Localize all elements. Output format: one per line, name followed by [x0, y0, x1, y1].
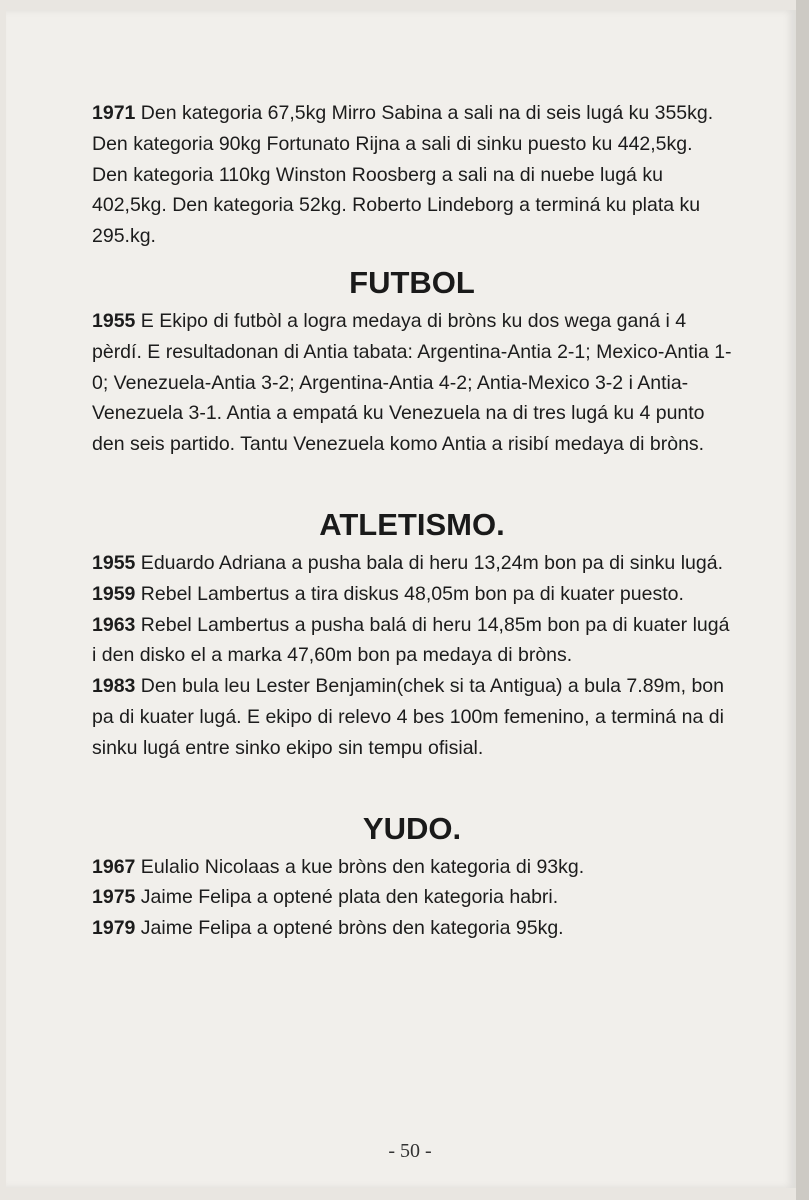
- page-number: - 50 -: [388, 1140, 432, 1162]
- entry-year: 1959: [92, 582, 136, 605]
- heading-yudo: YUDO.: [362, 810, 462, 846]
- entry-year: 1955: [92, 309, 136, 332]
- entry-text: Den bula leu Lester Benjamin(chek si ta Antigua) a bula 7.89m, bon pa di kuater lugá. E ekipo di relevo 4 bes 100m femenino, a terminá na di sinku lugá entre sinko ekipo sin tempu ofisial.: [92, 675, 724, 759]
- entry-year: 1955: [92, 551, 136, 574]
- entry-pesas-1971: [92, 98, 732, 252]
- entry-text: Eduardo Adriana a pusha bala di heru 13,24m bon pa di sinku lugá.: [135, 551, 723, 574]
- entry-yudo-1979: [92, 913, 732, 944]
- entry-atletismo-1959: [92, 579, 732, 610]
- entry-year: 1963: [92, 613, 136, 636]
- entry-atletismo-1983: [92, 671, 732, 763]
- book-spine: [796, 0, 809, 1200]
- entry-text: E Ekipo di futbòl a logra medaya di bròns ku dos wega ganá i 4 pèrdí. E resultadonan di Antia tabata: Argentina-Antia 2-1; Mexico-Antia 1-0; Venezuela-Antia 3-2; Argentina-Antia 4-2; Antia-Mexico 3-2 i Antia-Venezuela 3-1. Antia a empatá ku Venezuela na di tres lugá ku 4 punto den seis partido. Tantu Venezuela komo Antia a risibí medaya di bròns.: [92, 309, 732, 456]
- heading-futbol: FUTBOL: [349, 264, 475, 300]
- entry-futbol-1955: [92, 306, 732, 460]
- heading-atletismo: ATLETISMO.: [319, 506, 505, 542]
- entry-year: 1975: [92, 886, 136, 909]
- entry-yudo-1967: [92, 852, 732, 883]
- entry-text: Rebel Lambertus a pusha balá di heru 14,85m bon pa di kuater lugá i den disko el a marka 47,60m bon pa medaya di bròns.: [92, 613, 730, 667]
- entry-text: Rebel Lambertus a tira diskus 48,05m bon pa di kuater puesto.: [135, 582, 684, 605]
- entry-text: Den kategoria 67,5kg Mirro Sabina a sali na di seis lugá ku 355kg. Den kategoria 90kg Fortunato Rijna a sali di sinku puesto ku 442,5kg. Den kategoria 110kg Winston Roosberg a sali na di nuebe lugá ku 402,5kg. Den kategoria 52kg. Roberto Lindeborg a terminá ku plata ku 295.kg.: [92, 102, 714, 248]
- page-content: [92, 98, 732, 944]
- entry-atletismo-1955: [92, 548, 732, 579]
- entry-atletismo-1963: [92, 610, 732, 672]
- entry-text: Eulalio Nicolaas a kue bròns den kategoria di 93kg.: [135, 855, 585, 878]
- entry-yudo-1975: [92, 882, 732, 913]
- entry-text: Jaime Felipa a optené bròns den kategoria 95kg.: [135, 917, 564, 940]
- entry-year: 1967: [92, 855, 136, 878]
- entry-year: 1979: [92, 917, 136, 940]
- entry-year: 1971: [92, 102, 136, 124]
- entry-year: 1983: [92, 675, 136, 698]
- entry-text: Jaime Felipa a optené plata den kategoria habri.: [135, 886, 559, 909]
